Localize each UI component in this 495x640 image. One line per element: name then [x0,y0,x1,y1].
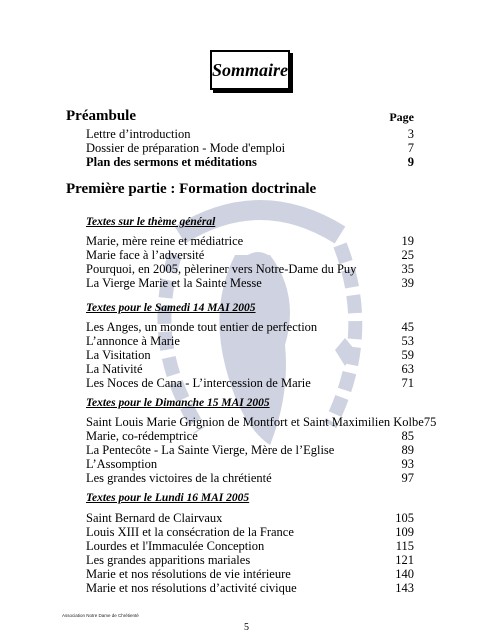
toc-entry-label: La Visitation [86,348,151,362]
toc-entry[interactable] [86,553,414,567]
toc-entry-page: 143 [395,581,414,595]
toc-entry-label: Marie face à l’adversité [86,248,205,262]
toc-entry-page: 85 [401,429,414,443]
toc-entry-label: Lourdes et l'Immaculée Conception [86,539,265,553]
group-title: Textes pour le Lundi 16 MAI 2005 [86,492,250,504]
toc-entry-label: Saint Louis Marie Grignion de Montfort et Saint Maximilien Kolbe [86,415,424,429]
toc-entry-label: Les grandes victoires de la chrétienté [86,471,272,485]
toc-entry-page: 53 [401,334,414,348]
toc-entry[interactable] [86,539,414,553]
group-title: Textes pour le Samedi 14 MAI 2005 [86,302,256,314]
toc-entry-label: Lettre d’introduction [86,127,191,141]
toc-entry[interactable] [86,234,414,248]
toc-entry[interactable] [86,429,414,443]
toc-entry-label: La Nativité [86,362,143,376]
toc-entry[interactable] [86,376,414,390]
toc-entry-label: Marie et nos résolutions de vie intérieure [86,567,291,581]
preambule-heading: Préambule [66,108,136,124]
toc-entry[interactable] [86,362,414,376]
footer-association: Association Notre Dame de Chrétienté [62,613,139,618]
toc-entry-label: Pourquoi, en 2005, pèleriner vers Notre-Dame du Puy [86,262,357,276]
toc-entry[interactable] [86,471,414,485]
toc-entry-label: Saint Bernard de Clairvaux [86,511,223,525]
group-title: Textes sur le thème général [86,216,216,228]
toc-entry-label: Les grandes apparitions mariales [86,553,251,567]
toc-entry[interactable] [86,155,414,169]
toc-entry-page: 109 [395,525,414,539]
toc-entry-page: 93 [401,457,414,471]
preambule-list [86,127,414,169]
toc-entry-page: 19 [401,234,414,248]
toc-entry[interactable] [86,262,414,276]
toc-entry[interactable] [86,334,414,348]
toc-entry-page: 59 [401,348,414,362]
toc-entry-page: 9 [407,155,414,169]
toc-entry[interactable] [86,320,414,334]
toc-entry[interactable] [86,443,414,457]
toc-entry[interactable] [86,525,414,539]
toc-entry-page: 89 [401,443,414,457]
toc-entry-label: Marie et nos résolutions d’activité civique [86,581,297,595]
toc-entry[interactable] [86,248,414,262]
toc-entry-label: Les Anges, un monde tout entier de perfection [86,320,318,334]
group-list [86,234,414,290]
toc-entry-label: L’annonce à Marie [86,334,180,348]
toc-entry-page: 75 [423,415,437,429]
toc-entry-page: 140 [395,567,414,581]
toc-entry[interactable] [86,511,414,525]
group-title: Textes pour le Dimanche 15 MAI 2005 [86,397,270,409]
toc-entry[interactable] [86,581,414,595]
page-column-label: Page [389,110,414,124]
toc-entry-label: L’Assomption [86,457,158,471]
toc-entry[interactable] [86,415,437,429]
toc-entry-label: Louis XIII et la consécration de la France [86,525,294,539]
toc-entry-page: 63 [401,362,414,376]
toc-entry-label: Plan des sermons et méditations [86,155,257,169]
part1-heading: Première partie : Formation doctrinale [66,181,317,197]
toc-entry-label: Marie, mère reine et médiatrice [86,234,244,248]
group-list [86,415,437,485]
toc-entry-label: La Pentecôte - La Sainte Vierge, Mère de l’Eglise [86,443,335,457]
toc-entry-page: 35 [401,262,414,276]
toc-entry[interactable] [86,457,414,471]
toc-entry-page: 39 [401,276,414,290]
toc-entry[interactable] [86,276,414,290]
toc-entry-page: 105 [395,511,414,525]
page-title: Sommaire [210,50,290,90]
toc-entry-label: Les Noces de Cana - L’intercession de Marie [86,376,311,390]
toc-entry-label: La Vierge Marie et la Sainte Messe [86,276,262,290]
group-list [86,320,414,390]
toc-entry-page: 71 [401,376,414,390]
toc-entry-label: Dossier de préparation - Mode d'emploi [86,141,286,155]
footer-page-number: 5 [244,622,249,633]
toc-entry-page: 3 [407,127,414,141]
toc-entry-label: Marie, co-rédemptrice [86,429,198,443]
group-list [86,511,414,595]
toc-entry[interactable] [86,348,414,362]
toc-entry-page: 97 [401,471,414,485]
toc-entry-page: 7 [407,141,414,155]
toc-entry-page: 45 [401,320,414,334]
toc-entry[interactable] [86,567,414,581]
toc-entry-page: 121 [395,553,414,567]
toc-entry[interactable] [86,127,414,141]
toc-entry[interactable] [86,141,414,155]
toc-entry-page: 25 [401,248,414,262]
toc-entry-page: 115 [395,539,414,553]
